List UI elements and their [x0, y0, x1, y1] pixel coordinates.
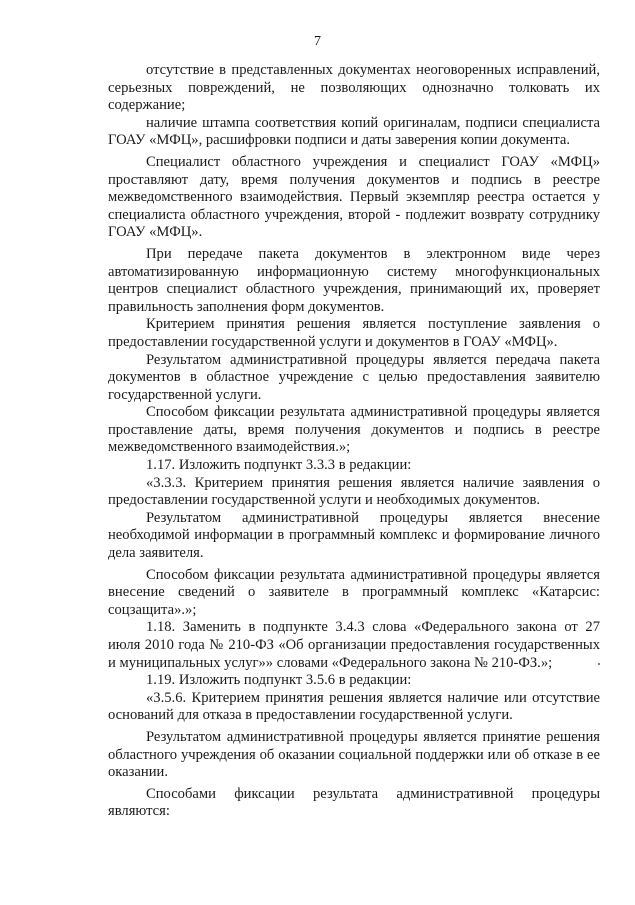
paragraph-specialists-register: Специалист областного учреждения и специалист ГОАУ «МФЦ» проставляют дату, время получения документов и подпись в реестре межведомственного взаимодействия. Первый экземпляр реестра остается у специалиста областного учреждения, второй - подлежит возврату сотруднику ГОАУ «МФЦ». [108, 153, 600, 241]
paragraph-3-5-6-result: Результатом административной процедуры является принятие решения областного учреждения об оказании социальной поддержки или об отказе в ее оказании. [108, 728, 600, 781]
paragraph-3-3-3-fixation: Способом фиксации результата административной процедуры является внесение сведений о заявителе в программный комплекс «Катарсис: соцзащита».»; [108, 566, 600, 618]
paragraph-item-1-17: 1.17. Изложить подпункт 3.3.3 в редакции: [146, 457, 412, 474]
paragraph-3-5-6-criterion: «3.5.6. Критерием принятия решения является наличие или отсутствие оснований для отказа в предоставлении государственной услуги. [108, 689, 600, 724]
document-body [108, 62, 600, 821]
paragraph-absence-of-corrections: отсутствие в представленных документах неоговоренных исправлений, серьезных повреждений, не позволяющих однозначно толковать их содержание; [108, 62, 600, 114]
paragraph-decision-criterion: Критерием принятия решения является поступление заявления о предоставлении государственной услуги и документов в ГОАУ «МФЦ». [108, 316, 600, 350]
scan-speck [598, 663, 600, 665]
paragraph-3-3-3-criterion: «3.3.3. Критерием принятия решения является наличие заявления о предоставлении государственной услуги и необходимых документов. [108, 474, 600, 509]
paragraph-stamp-conformity: наличие штампа соответствия копий оригиналам, подписи специалиста ГОАУ «МФЦ», расшифровки подписи и даты заверения копии документа. [108, 114, 600, 149]
paragraph-fixation-methods: Способами фиксации результата административной процедуры являются: [108, 785, 600, 820]
page-number: 7 [314, 34, 321, 49]
paragraph-procedure-result: Результатом административной процедуры является передача пакета документов в областное учреждение с целью предоставления заявителю государственной услуги. [108, 351, 600, 403]
paragraph-3-3-3-result: Результатом административной процедуры является внесение необходимой информации в программный комплекс и формирование личного дела заявителя. [108, 509, 600, 562]
paragraph-item-1-19: 1.19. Изложить подпункт 3.5.6 в редакции: [146, 672, 412, 689]
paragraph-electronic-transfer: При передаче пакета документов в электронном виде через автоматизированную информационную систему многофункциональных центров специалист областного учреждения, принимающий их, проверяет правильность заполнения форм документов. [108, 245, 600, 315]
paragraph-fixation-method: Способом фиксации результата административной процедуры является проставление даты, время получения документов и подпись в реестре межведомственного взаимодействия.»; [108, 404, 600, 456]
paragraph-item-1-18: 1.18. Заменить в подпункте 3.4.3 слова «Федерального закона от 27 июля 2010 года № 210-ФЗ «Об организации предоставления государственных и муниципальных услуг»» словами «Федерального закона № 210-ФЗ.»; [108, 619, 600, 671]
